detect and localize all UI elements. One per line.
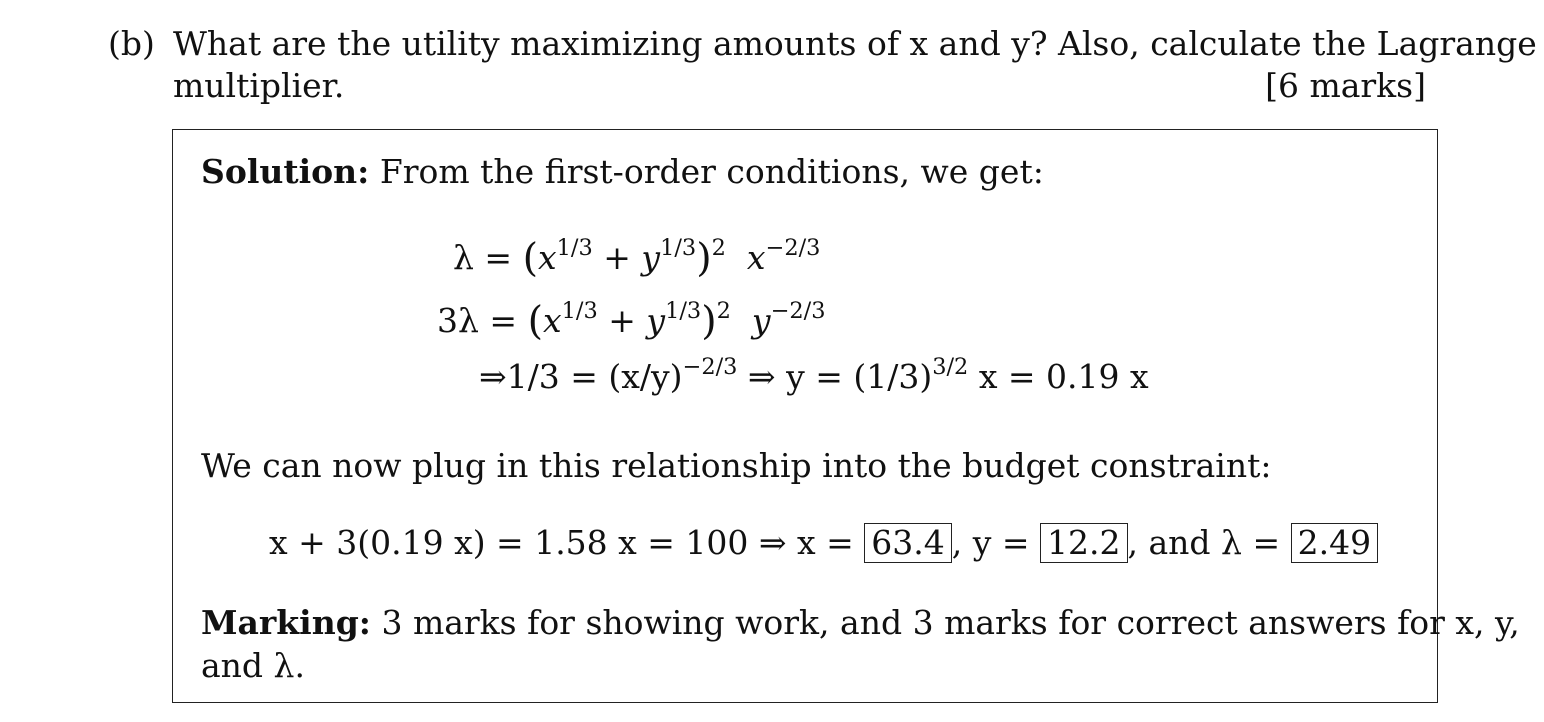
solution-heading: Solution: — [201, 152, 370, 191]
equation-lambda: $\lambda = (x^{1/3} + y^{1/3})^2$ $x^{-2/3}$ — [453, 235, 821, 281]
eq2-lhs: 3λ = — [437, 301, 518, 341]
eq3-exp2: 3/2 — [932, 354, 969, 381]
eq3-part1: ⇒1/3 = (x/y) — [479, 357, 683, 396]
eq3-exp1: −2/3 — [682, 354, 738, 381]
marking-line1 — [201, 603, 1520, 643]
solution-intro: From the first-order conditions, we get: — [379, 152, 1044, 191]
marking-line2: and λ. — [201, 646, 305, 685]
equation-ratio — [479, 354, 1149, 397]
eq2-tail-exp: −2/3 — [770, 298, 826, 325]
eq1-lhs: λ = — [453, 238, 513, 278]
question-text-line2: multiplier. — [173, 66, 345, 105]
eq3-part2: ⇒ y = (1/3) — [737, 357, 933, 396]
plug-text: We can now plug in this relationship into the budget constraint: — [201, 446, 1272, 485]
marking-heading: Marking: — [201, 603, 371, 642]
eq1-tail-exp: −2/3 — [765, 235, 821, 262]
question-text-line1: What are the utility maximizing amounts of x and y? Also, calculate the Lagrange — [173, 24, 1537, 63]
budget-equation — [269, 523, 1378, 563]
budget-y-label: , y = — [951, 523, 1030, 562]
eq2-outer-exp: 2 — [716, 298, 731, 325]
y-answer-box: 12.2 — [1040, 523, 1127, 563]
equation-3lambda: $3\lambda = (x^{1/3} + y^{1/3})^2$ $y^{-2/3}$ — [437, 298, 826, 344]
question-marks: [6 marks] — [1265, 66, 1426, 105]
budget-prefix: x + 3(0.19 x) = 1.58 x = 100 ⇒ x = — [269, 523, 854, 562]
budget-lambda-label: , and λ = — [1127, 523, 1281, 562]
marking-text-line1: 3 marks for showing work, and 3 marks for correct answers for x, y, — [381, 603, 1520, 642]
eq1-outer-exp: 2 — [711, 235, 726, 262]
eq3-part3: x = 0.19 x — [968, 357, 1149, 396]
solution-box — [172, 129, 1520, 703]
solution-intro-line — [201, 152, 1044, 192]
x-answer-box: 63.4 — [864, 523, 951, 563]
lambda-answer-box: 2.49 — [1291, 523, 1378, 563]
question-label: (b) — [108, 24, 155, 63]
